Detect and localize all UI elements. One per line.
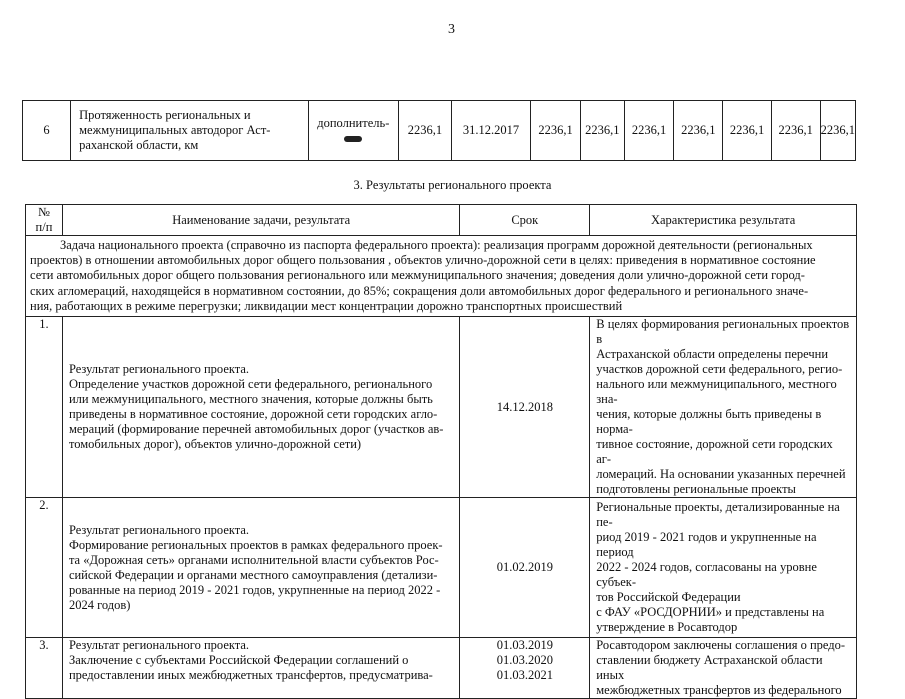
header-deadline: Срок bbox=[460, 205, 590, 236]
row-num: 3. bbox=[26, 638, 63, 699]
row-deadline: 14.12.2018 bbox=[460, 317, 590, 498]
indicator-value: 2236,1 bbox=[531, 101, 581, 161]
header-characteristic: Характеристика результата bbox=[590, 205, 857, 236]
task-row bbox=[26, 236, 857, 317]
table-row bbox=[26, 498, 857, 638]
indicator-base-value: 2236,1 bbox=[399, 101, 452, 161]
indicator-base-date: 31.12.2017 bbox=[451, 101, 531, 161]
row-deadline: 01.02.2019 bbox=[460, 498, 590, 638]
row-deadline: 01.03.2019 01.03.2020 01.03.2021 bbox=[460, 638, 590, 699]
results-header-row bbox=[26, 205, 857, 236]
row-characteristic: Росавтодором заключены соглашения о предо- ставлении бюджету Астраханской области иных межбюджетных трансфертов из федерального bbox=[590, 638, 857, 699]
indicator-value: 2236,1 bbox=[771, 101, 820, 161]
row-characteristic: Региональные проекты, детализированные на пе- риод 2019 - 2021 годов и укрупненные на период 2022 - 2024 годов, согласованы на уровне субъек- тов Российской Федерации с ФАУ «РОСДОРНИИ» и представлены на утверждение в Росавтодор bbox=[590, 498, 857, 638]
results-table bbox=[25, 204, 857, 699]
section-title: 3. Результаты регионального проекта bbox=[353, 178, 552, 192]
task-description: Задача национального проекта (справочно из паспорта федерального проекта): реализация программ дорожной деятельности (региональных проектов) в отношении автомобильных дорог общего пользования , объектов улично-дорожной сети в целях: приведения в нормативное состояние сети автомобильных дорог общего пользования регионального или межмуниципального значения; доведения доли улично-дорожной сети город- ских агломераций, находящейся в нормативном состоянии, до 85%; сокращения доли автомобильных дорог федерального и регионального значе- ния, работающих в режиме перегрузки; ликвидации мест концентрации дорожно транспортных происшествий bbox=[26, 236, 857, 317]
row-num: 1. bbox=[26, 317, 63, 498]
row-num: 2. bbox=[26, 498, 63, 638]
indicator-type: дополнитель- bbox=[308, 101, 399, 161]
row-name: Результат регионального проекта. Заключение с субъектами Российской Федерации соглашений о предоставлении иных межбюджетных трансфертов, предусматрива- bbox=[62, 638, 459, 699]
indicator-value: 2236,1 bbox=[624, 101, 674, 161]
indicator-type-scribble bbox=[344, 136, 362, 142]
indicator-name: Протяженность региональных и межмуниципальных автодорог Аст- раханской области, км bbox=[71, 101, 308, 161]
indicator-num: 6 bbox=[23, 101, 71, 161]
indicator-table bbox=[22, 100, 856, 161]
indicator-row bbox=[23, 101, 856, 161]
row-name: Результат регионального проекта. Определение участков дорожной сети федерального, регионального или межмуниципального, местного значения, которые должны быть приведены в нормативное состояние, дорожной сети городских агло- мераций (формирование перечней автомобильных дорог (участков ав- томобильных дорог), объектов улично-дорожной сети) bbox=[62, 317, 459, 498]
row-name: Результат регионального проекта. Формирование региональных проектов в рамках федерального проек- та «Дорожная сеть» органами исполнительной власти субъектов Рос- сийской Федерации и органами местного самоуправления (детализи- рованные на период 2019 - 2021 годов, укрупненные на период 2022 - 2024 годов) bbox=[62, 498, 459, 638]
page-number: 3 bbox=[448, 22, 455, 37]
table-row bbox=[26, 317, 857, 498]
indicator-value: 2236,1 bbox=[674, 101, 723, 161]
header-name: Наименование задачи, результата bbox=[62, 205, 459, 236]
indicator-value: 2236,1 bbox=[723, 101, 772, 161]
table-row bbox=[26, 638, 857, 699]
indicator-value: 2236,1 bbox=[820, 101, 855, 161]
row-characteristic: В целях формирования региональных проектов в Астраханской области определены перечни участков дорожной сети федерального, регио- нального или межмуниципального, местного зна- чения, которые должны быть приведены в норма- тивное состояние, дорожной сети городских аг- ломераций. На основании указанных перечней подготовлены региональные проекты bbox=[590, 317, 857, 498]
indicator-value: 2236,1 bbox=[580, 101, 624, 161]
header-num: № п/п bbox=[26, 205, 63, 236]
